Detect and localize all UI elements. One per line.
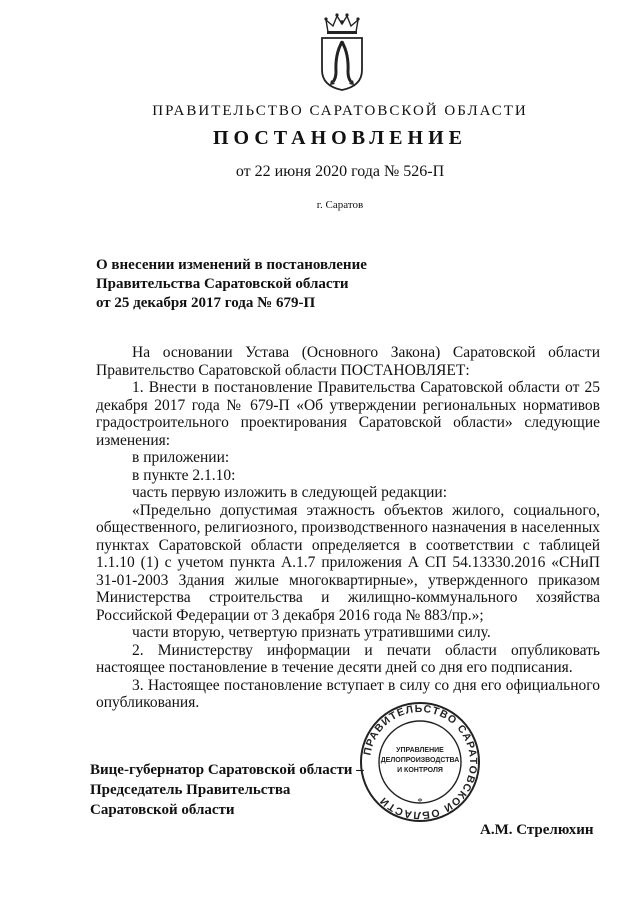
document-type: ПОСТАНОВЛЕНИЕ: [213, 127, 467, 149]
body-paragraph: в приложении:: [132, 449, 230, 466]
government-title: ПРАВИТЕЛЬСТВО САРАТОВСКОЙ ОБЛАСТИ: [152, 103, 528, 119]
signatory-line: Саратовской области: [90, 802, 235, 818]
body-paragraph: часть первую изложить в следующей редакции:: [132, 484, 448, 501]
document-city: г. Саратов: [316, 199, 364, 211]
signatory-line: Председатель Правительства: [90, 782, 291, 798]
official-stamp: [358, 700, 482, 824]
subject-line: О внесении изменений в постановление: [96, 257, 367, 273]
saratov-coat-of-arms-icon: [314, 12, 370, 92]
stamp-inner-line: ДЕЛОПРОИЗВОДСТВА: [380, 757, 460, 764]
stamp-star: *: [417, 796, 423, 808]
stamp-inner-line: УПРАВЛЕНИЕ: [396, 747, 444, 754]
body-paragraph: в пункте 2.1.10:: [132, 466, 236, 484]
body-paragraph: части вторую, четвертую признать утратившими силу.: [132, 624, 491, 641]
body-paragraph: 1. Внести в постановление Правительства Саратовской области от 25 декабря 2017 года № 679-П «Об утверждении региональных нормативов градостроительного проектирования Саратовской области» следующие изменения:: [96, 379, 600, 449]
signatory-line: Вице-губернатор Саратовской области –: [90, 762, 364, 778]
body-paragraph: На основании Устава (Основного Закона) Саратовской области Правительство Саратовской области ПОСТАНОВЛЯЕТ:: [96, 344, 600, 379]
body-paragraph: 2. Министерству информации и печати области опубликовать настоящее постановление в течение десяти дней со дня его подписания.: [96, 641, 600, 676]
document-body: [96, 344, 600, 712]
body-paragraph: 3. Настоящее постановление вступает в силу со дня его официального опубликования.: [96, 676, 600, 711]
document-date-number: от 22 июня 2020 года № 526-П: [235, 163, 445, 180]
subject-line: Правительства Саратовской области: [96, 276, 349, 292]
stamp-outer-text: ПРАВИТЕЛЬСТВО САРАТОВСКОЙ ОБЛАСТИ: [361, 702, 480, 822]
stamp-inner-text: [358, 746, 482, 776]
stamp-inner-line: И КОНТРОЛЯ: [397, 767, 443, 774]
signatory-title: [90, 760, 380, 820]
document-subject: [96, 256, 456, 313]
signatory-name: А.М. Стрелюхин: [480, 822, 594, 838]
subject-line: от 25 декабря 2017 года № 679-П: [96, 295, 316, 311]
body-paragraph: «Предельно допустимая этажность объектов жилого, социального, общественного, религиозного, производственного назначения в населенных пунктах Саратовской области определяется в соответствии с таблицей 1.1.10 (1) с учетом пункта А.1.7 приложения А СП 54.13330.2016 «СНиП 31-01-2003 Здания жилые многоквартирные», утвержденного приказом Министерства строительства и жилищно-коммунального хозяйства Российской Федерации от 3 декабря 2016 года № 883/пр.»;: [96, 501, 600, 624]
